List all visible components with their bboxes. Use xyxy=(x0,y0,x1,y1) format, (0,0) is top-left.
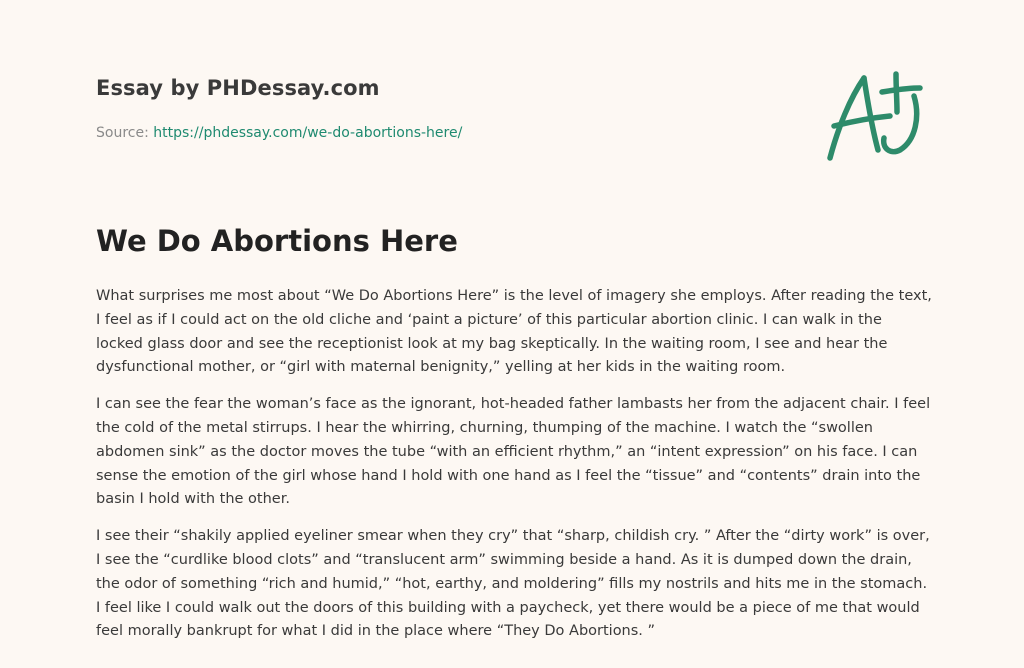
essay-body xyxy=(96,285,932,657)
source-link[interactable]: https://phdessay.com/we-do-abortions-here/ xyxy=(153,125,463,141)
a-plus-logo-icon xyxy=(820,66,928,166)
essay-title: We Do Abortions Here xyxy=(96,224,458,258)
essay-paragraph-3: I see their “shakily applied eyeliner smear when they cry” that “sharp, childish cry. ” After the “dirty work” is over, I see the “curdlike blood clots” and “translucent arm” swimming beside a hand. As it is dumped down the drain, the odor of something “rich and humid,” “hot, earthy, and moldering” fills my nostrils and hits me in the stomach. I feel like I could walk out the doors of this building with a paycheck, yet there would be a piece of me that would feel morally bankrupt for what I did in the place where “They Do Abortions. ” xyxy=(96,528,930,640)
essay-paragraph-2: I can see the fear the woman’s face as the ignorant, hot-headed father lambasts her from the adjacent chair. I feel the cold of the metal stirrups. I hear the whirring, churning, thumping of the machine. I watch the “swollen abdomen sink” as the doctor moves the tube “with an efficient rhythm,” an “intent expression” on his face. I can sense the emotion of the girl whose hand I hold with one hand as I feel the “tissue” and “contents” drain into the basin I hold with the other. xyxy=(96,396,931,508)
essay-paragraph-1: What surprises me most about “We Do Abortions Here” is the level of imagery she employs. After reading the text, I feel as if I could act on the old cliche and ‘paint a picture’ of this particular abortion clinic. I can walk in the locked glass door and see the receptionist look at my bag skeptically. In the waiting room, I see and hear the dysfunctional mother, or “girl with maternal benignity,” yelling at her kids in the waiting room. xyxy=(96,288,932,376)
source-line xyxy=(96,125,462,141)
source-label: Source: xyxy=(96,125,154,141)
site-name: Essay by PHDessay.com xyxy=(96,76,380,100)
